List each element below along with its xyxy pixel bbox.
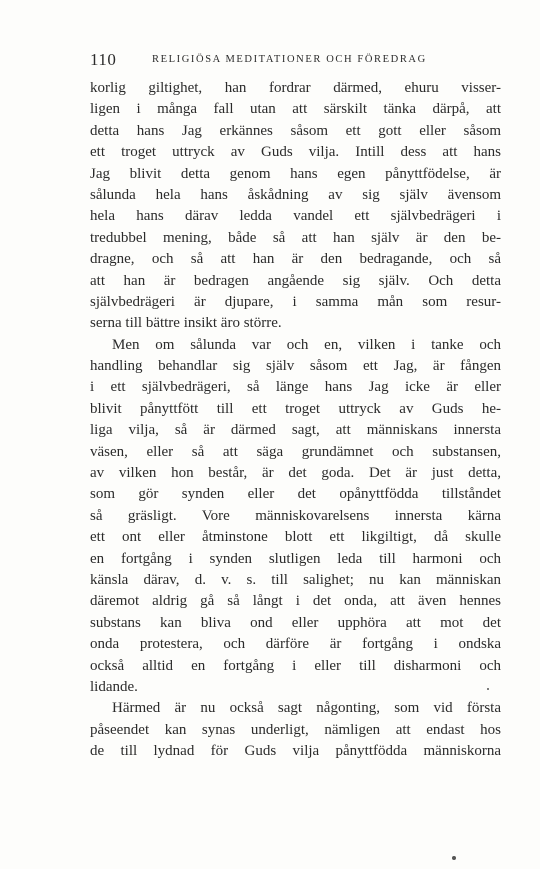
page-number: 110 <box>90 50 117 69</box>
text-line: ligen i många fall utan att särskilt tänka därpå, att <box>90 101 501 118</box>
running-header <box>90 49 500 71</box>
text-line: sålunda hela hans åskådning av sig själv ävensom <box>90 186 501 203</box>
text-line: ett ont eller åtminstone blott ett likgiltigt, då skulle <box>90 529 501 546</box>
text-line: korlig giltighet, han fordrar därmed, ehuru visser- <box>90 80 501 96</box>
text-line: Jag blivit detta genom hans egen pånyttfödelse, är <box>90 165 501 182</box>
text-line: handling behandlar sig själv såsom ett Jag, är fången <box>90 358 501 375</box>
text-line: påseendet kan synas underligt, nämligen att endast hos <box>90 721 501 738</box>
running-title: RELIGIÖSA MEDITATIONER OCH FÖREDRAG <box>152 54 427 65</box>
text-line: blivit pånyttfött till ett troget uttryck av Guds he- <box>90 400 501 417</box>
print-speck <box>452 856 456 860</box>
paragraph-end-line: lidande. <box>90 678 138 695</box>
text-line: dragne, och så att han är den bedragande, och så <box>90 251 501 268</box>
text-line: ett troget uttryck av Guds vilja. Intill dess att hans <box>90 144 501 161</box>
text-line: att han är bedragen angående sig själv. Och detta <box>90 272 501 289</box>
body-text <box>90 78 501 763</box>
print-speck <box>487 688 489 690</box>
text-line: som gör synden eller det opånyttfödda tillståndet <box>90 486 501 503</box>
paragraph-end-line: serna till bättre insikt äro större. <box>90 315 282 332</box>
text-line: väsen, eller så att säga grundämnet och substansen, <box>90 443 501 460</box>
text-line: liga vilja, så är därmed sagt, att människans innersta <box>90 422 501 439</box>
text-line: hela hans därav ledda vandel ett självbedrägeri i <box>90 208 501 225</box>
text-line: onda protestera, och därföre är fortgång i ondska <box>90 636 501 653</box>
text-line: däremot aldrig gå så långt i det onda, att även hennes <box>90 593 501 610</box>
text-line: detta hans Jag erkännes såsom ett gott eller såsom <box>90 122 501 139</box>
text-line: också alltid en fortgång i eller till disharmoni och <box>90 657 501 674</box>
text-line: en fortgång i synden slutligen leda till harmoni och <box>90 550 501 567</box>
paragraph-start-line: Härmed är nu också sagt någonting, som vid första <box>112 700 501 717</box>
text-line: i ett självbedrägeri, så länge hans Jag icke är eller <box>90 379 501 396</box>
text-line: de till lydnad för Guds vilja pånyttfödda människorna <box>90 743 501 760</box>
text-line: självbedrägeri är djupare, i samma mån som resur- <box>90 293 501 310</box>
text-line: känsla därav, d. v. s. till salighet; nu kan människan <box>90 571 501 588</box>
text-line: substans kan bliva ond eller upphöra att mot det <box>90 614 501 631</box>
text-line: så gräsligt. Vore människovarelsens innersta kärna <box>90 507 501 524</box>
text-line: tredubbel mening, både så att han själv är den be- <box>90 229 501 246</box>
paragraph-start-line: Men om sålunda var och en, vilken i tanke och <box>112 336 501 353</box>
text-line: av vilken hon består, är det goda. Det är just detta, <box>90 465 501 482</box>
